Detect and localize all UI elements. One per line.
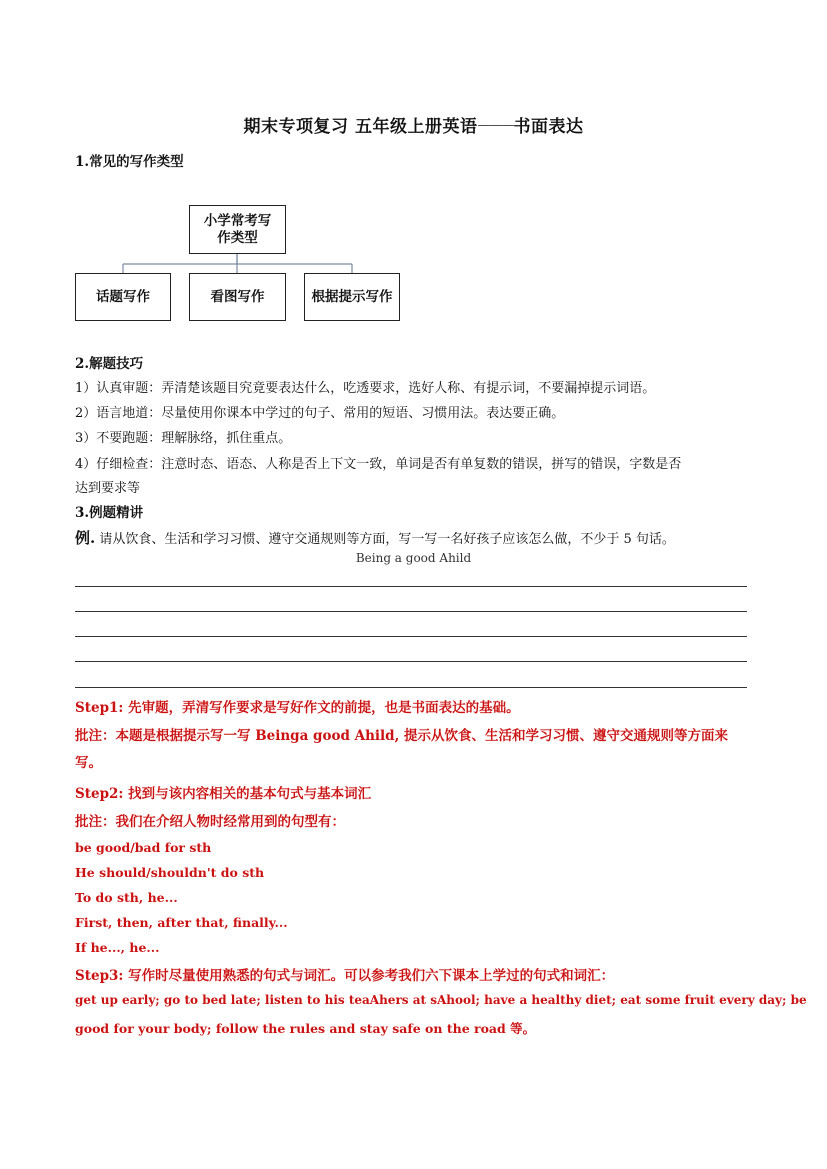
diagram-child-label: 话题写作 [96, 288, 150, 305]
writing-line [75, 636, 747, 637]
example-text: 请从饮食、生活和学习习惯、遵守交通规则等方面，写一写一名好孩子应该怎么做，不少于 5 句话。 [95, 532, 675, 547]
diagram-child-label: 看图写作 [210, 288, 265, 305]
pattern-item: First, then, after that, finally... [75, 915, 288, 930]
tip-item: 1）认真审题：弄清楚该题目究竟要表达什么，吃透要求，选好人称、有提示词，不要漏掉提示词语。 [75, 381, 656, 396]
note1-line1: 批注：本题是根据提示写一写 Beinga good Ahild, 提示从饮食、生活和学习习惯、遵守交通规则等方面来 [75, 728, 729, 744]
essay-title: Being a good Ahild [355, 551, 472, 565]
title-part2: 书面表达 [513, 117, 584, 137]
note1-line2: 写。 [75, 755, 102, 771]
example-label: 例. [75, 529, 96, 547]
pattern-item: To do sth, he... [75, 890, 178, 905]
writing-line [75, 611, 747, 612]
writing-line [75, 661, 747, 662]
section1-heading: 1.常见的写作类型 [75, 154, 184, 170]
diagram-child-label: 根据提示写作 [311, 288, 393, 305]
vocab-line1: get up early; go to bed late; listen to his teaAhers at sAhool; have a healthy diet; eat some fruit every day; be [75, 993, 807, 1007]
tip-item: 2）语言地道：尽量使用你课本中学过的句子、常用的短语、习惯用法。表达要正确。 [75, 406, 565, 421]
tip-item: 4）仔细检查：注意时态、语态、人称是否上下文一致，单词是否有单复数的错误，拼写的错误，字数是否 [75, 457, 682, 472]
section3-heading: 3.例题精讲 [75, 505, 144, 521]
diagram-root-label: 小学常考写作类型 [203, 212, 272, 246]
pattern-item: If he..., he... [75, 940, 160, 955]
tip-item-continued: 达到要求等 [75, 481, 141, 496]
step3-text: Step3: 写作时尽量使用熟悉的句式与词汇。可以参考我们六下课本上学过的句式和词汇： [75, 968, 615, 984]
step1-text: Step1: 先审题，弄清写作要求是写好作文的前提，也是书面表达的基础。 [75, 700, 520, 716]
diagram-child-box-3 [304, 273, 400, 321]
diagram-child-box-2 [189, 273, 286, 321]
note2-text: 批注：我们在介绍人物时经常用到的句型有： [75, 814, 345, 830]
section2-heading: 2.解题技巧 [75, 356, 144, 372]
diagram-child-box-1 [75, 273, 171, 321]
writing-line [75, 586, 747, 587]
title-part1: 期末专项复习 五年级上册英语 [243, 117, 478, 137]
pattern-item: He should/shouldn't do sth [75, 865, 265, 880]
diagram-root-box [189, 205, 286, 254]
step2-text: Step2: 找到与该内容相关的基本句式与基本词汇 [75, 786, 372, 802]
tip-item: 3）不要跑题：理解脉络，抓住重点。 [75, 431, 292, 446]
vocab-line2: good for your body; follow the rules and stay safe on the road 等。 [75, 1021, 536, 1036]
example-prompt [75, 527, 675, 548]
title-dash: ——— [477, 118, 514, 133]
writing-line [75, 687, 747, 688]
pattern-item: be good/bad for sth [75, 840, 212, 855]
